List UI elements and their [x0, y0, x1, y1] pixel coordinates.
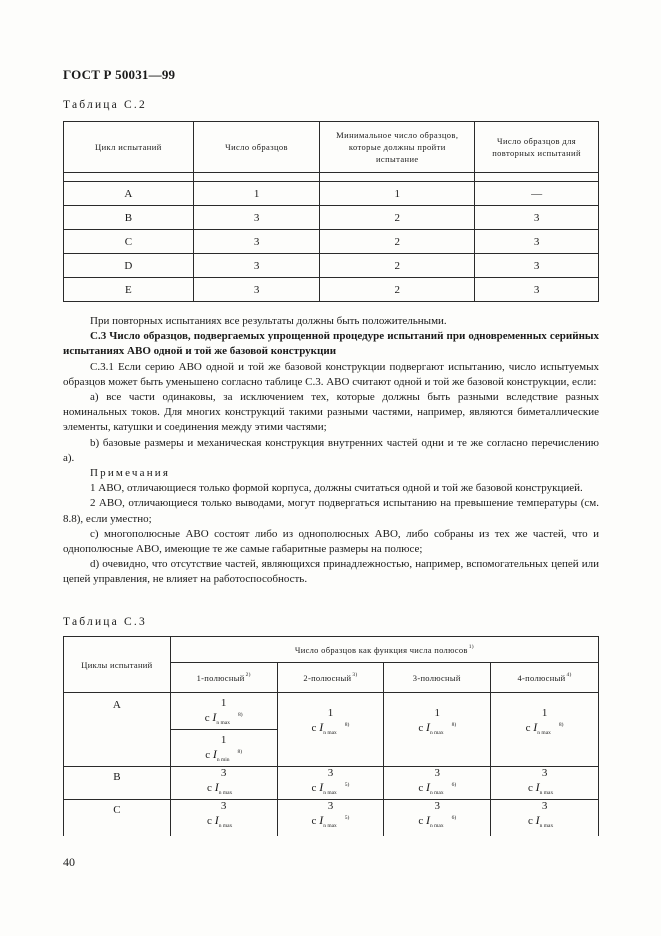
column-header: Число образцов для повторных испытаний: [475, 122, 599, 173]
paragraph: c) многополюсные АВО состоят либо из однополюсных АВО, либо собраны из тех же частей, что и однополюсные АВО, имеющие те же самые габаритные размеры на полюсе;: [63, 527, 599, 556]
row-header: Циклы испытаний: [64, 637, 171, 693]
column-header: Число образцов: [193, 122, 320, 173]
table-cell: 1: [320, 182, 475, 206]
body-text: [63, 314, 599, 588]
table-cell: B: [64, 767, 171, 800]
table-cell: —: [475, 182, 599, 206]
table-header-row: [64, 637, 599, 663]
column-header: 1-полюсный$^{2)}$: [170, 663, 277, 693]
table-cell: 3 с $I_{n max}$: [170, 767, 277, 800]
table-cell: 3 с $I_{n max}^{6)}$: [384, 800, 491, 836]
page-number: 40: [63, 855, 75, 869]
group-header: Число образцов как функция числа полюсов$^{1)}$: [170, 637, 598, 663]
paragraph: С.3.1 Если серию АВО одной и той же базовой конструкции подвергают испытанию, число испытуемых образцов может быть уменьшено согласно таблице С.3. АВО считают одной и той же базовой конструкции, если:: [63, 360, 599, 388]
paragraph: При повторных испытаниях все результаты должны быть положительными.: [90, 315, 447, 327]
table-cell: 2: [320, 278, 475, 302]
paragraph: d) очевидно, что отсутствие частей, являющихся принадлежностью, например, вспомогательных цепей или цепей управления, не влияет на работоспособность.: [63, 558, 599, 586]
table-c3-caption: Таблица С.3: [63, 616, 147, 628]
paragraph: b) базовые размеры и механическая конструкция внутренних частей одни и те же согласно перечислению а).: [63, 436, 599, 464]
table-row: [64, 230, 599, 254]
column-header: 3-полюсный: [384, 663, 491, 693]
table-row: [64, 254, 599, 278]
table-cell: 3: [193, 230, 320, 254]
table-cell: 3: [193, 254, 320, 278]
table-cell: A: [64, 182, 194, 206]
table-cell: 3: [475, 254, 599, 278]
table-row: [64, 182, 599, 206]
table-cell: 3: [193, 278, 320, 302]
table-cell: 1 с $I_{n max}^{8)}$: [277, 693, 384, 767]
table-cell: C: [64, 230, 194, 254]
table-row: [64, 767, 599, 800]
table-cell: 1: [193, 182, 320, 206]
section-heading: С.3 Число образцов, подвергаемых упрощенной процедуре испытаний при одновременных серийных испытаниях АВО одной и той же базовой конструкции: [63, 330, 599, 358]
table-cell: 1 с $I_{n max}^{8)}$: [170, 693, 277, 730]
note: 1 АВО, отличающиеся только формой корпуса, должны считаться одной и той же базовой конструкцией.: [90, 482, 583, 495]
table-c2-caption: Таблица С.2: [63, 99, 147, 111]
table-cell: 3: [475, 230, 599, 254]
table-cell: A: [64, 693, 171, 767]
table-row: [64, 278, 599, 302]
table-c2: [63, 121, 599, 302]
table-cell: 2: [320, 254, 475, 278]
table-cell: 3: [475, 278, 599, 302]
table-spacer-row: [64, 173, 599, 182]
note: 2 АВО, отличающиеся только выводами, могут подвергаться испытанию на превышение температуры (см. 8.8), если уместно;: [63, 497, 599, 525]
table-cell: 3 с $I_{n max}$: [491, 767, 599, 800]
table-cell: 3 с $I_{n max}^{5)}$: [277, 767, 384, 800]
table-cell: E: [64, 278, 194, 302]
table-cell: 3: [475, 206, 599, 230]
table-cell: 2: [320, 230, 475, 254]
table-cell: 3 с $I_{n max}^{5)}$: [277, 800, 384, 836]
document-header: ГОСТ Р 50031—99: [63, 67, 176, 82]
table-cell: B: [64, 206, 194, 230]
column-header: 2-полюсный$^{3)}$: [277, 663, 384, 693]
paragraph: а) все части одинаковы, за исключением тех, которые должны быть разными вследствие разных номинальных токов. Для многих конструкций такими разными частями, например, являются биметаллические элементы, катушки и соединения между этими частями;: [63, 391, 599, 434]
table-c3: [63, 636, 599, 836]
table-cell: 3: [193, 206, 320, 230]
column-header: 4-полюсный$^{4)}$: [491, 663, 599, 693]
table-header-row: [64, 122, 599, 173]
table-cell: 3 с $I_{n max}$: [491, 800, 599, 836]
table-row: [64, 206, 599, 230]
table-cell: 2: [320, 206, 475, 230]
table-cell: 3 с $I_{n max}^{6)}$: [384, 767, 491, 800]
table-row: [64, 800, 599, 836]
table-cell: D: [64, 254, 194, 278]
table-row: [64, 693, 599, 730]
table-cell: 3 с $I_{n max}$: [170, 800, 277, 836]
column-header: Минимальное число образцов, которые должны пройти испытание: [320, 122, 475, 173]
table-cell: 1 с $I_{n max}^{8)}$: [384, 693, 491, 767]
table-cell: C: [64, 800, 171, 836]
column-header: Цикл испытаний: [64, 122, 194, 173]
table-cell: 1 с $I_{n min}^{8)}$: [170, 730, 277, 767]
table-cell: 1 с $I_{n max}^{8)}$: [491, 693, 599, 767]
notes-title: Примечания: [90, 467, 171, 480]
